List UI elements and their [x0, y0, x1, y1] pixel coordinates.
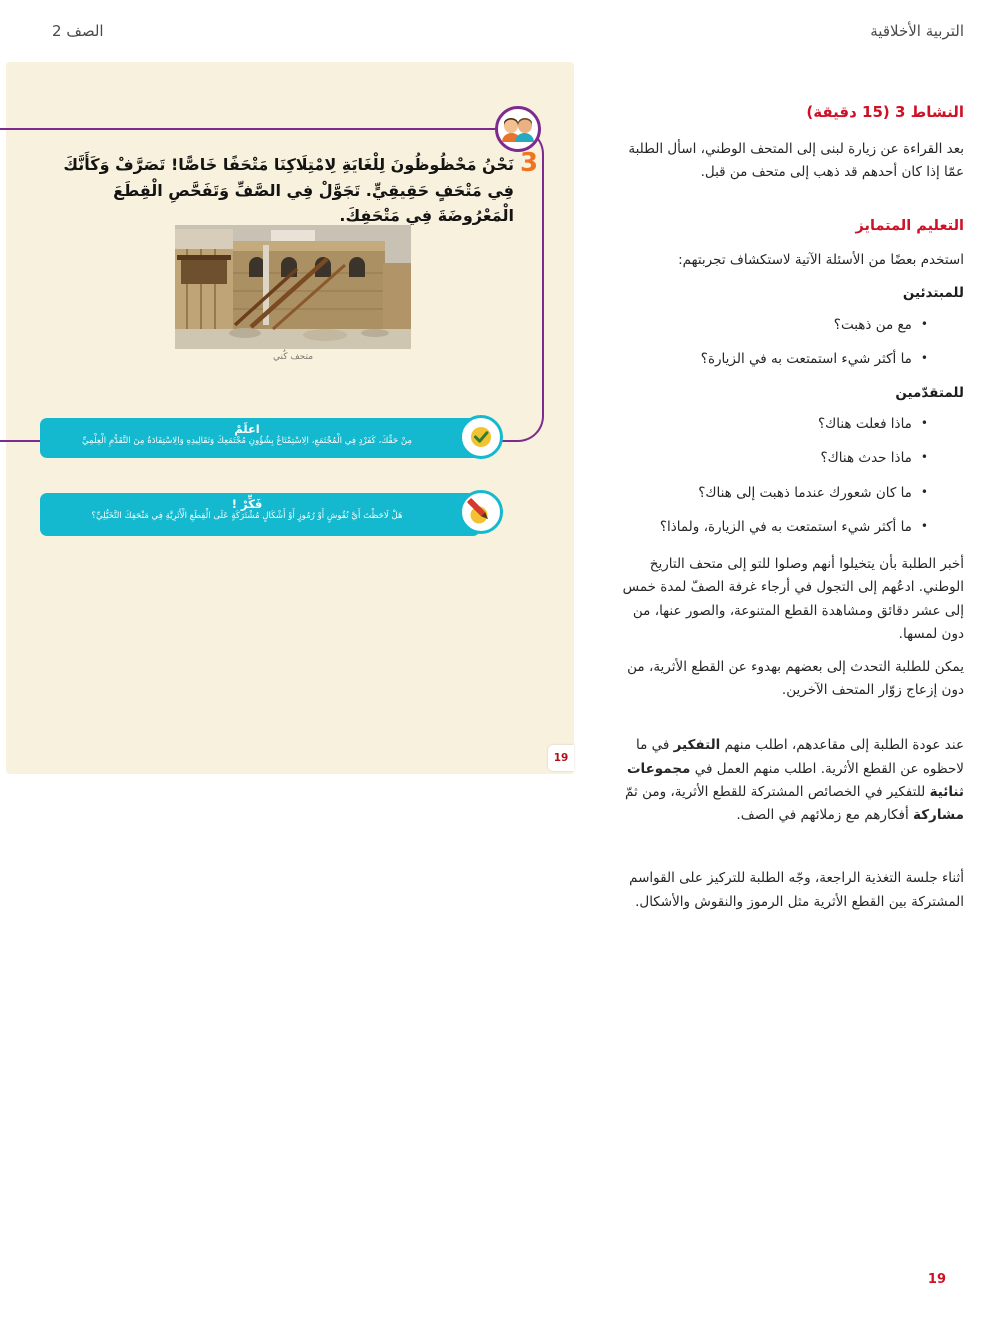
- differentiation-heading: التعليم المتمايز: [855, 218, 964, 235]
- segment: عند عودة الطلبة إلى مقاعدهم، اطلب منهم: [720, 737, 964, 754]
- advanced-label: للمتقدّمين: [895, 385, 964, 402]
- list-item: [622, 516, 964, 539]
- bullet-icon: •: [920, 416, 928, 431]
- header-subject: التربية الأخلاقية: [870, 22, 964, 40]
- advanced-question: ما كان شعورك عندما ذهبت إلى هناك؟: [698, 484, 912, 501]
- page-number: 19: [927, 1272, 946, 1287]
- list-item: [622, 447, 964, 470]
- segment: أفكارهم مع زملائهم في الصف.: [736, 807, 914, 824]
- segment: للتفكير في الخصائص المشتركة للقطع الأثرية، ومن ثمّ: [625, 783, 930, 800]
- advanced-question: ماذا فعلت هناك؟: [817, 416, 912, 433]
- list-item: [622, 482, 964, 505]
- beginner-question: مع من ذهبت؟: [833, 316, 912, 333]
- think-banner-title: فَكِّرْ !: [231, 497, 263, 511]
- children-icon: [494, 105, 542, 153]
- know-banner-title: اعلَمْ: [234, 422, 260, 436]
- bullet-icon: •: [920, 350, 928, 365]
- bullet-icon: •: [920, 518, 928, 533]
- paragraph-talk: يمكن للطلبة التحدث إلى بعضهم بهدوء عن القطع الأثرية، من دون إزعاج زوّار المتحف الآخرين.: [627, 659, 964, 699]
- beginner-question: ما أكثر شيء استمتعت به في الزيارة؟: [700, 350, 912, 367]
- museum-photo: [175, 225, 411, 349]
- bold-term-thinking: التفكير: [673, 737, 721, 754]
- check-hand-icon: [458, 414, 504, 460]
- bullet-icon: •: [920, 484, 928, 499]
- activity-number: 3: [519, 148, 539, 178]
- know-banner-text: مِنْ حَقِّكَ، كَفَرْدٍ فِي الْمُجْتَمَعِ، الِاسْتِمْتَاعُ بِشُؤُونِ مُجْتَمَعِكَ وَتَقَالِيدِهِ وَالِاسْتِفَادَةُ مِنَ التَّقَدُّمِ الْعِلْمِيِّ: [81, 436, 413, 447]
- activity-instruction: نَحْنُ مَحْظُوظُونَ لِلْغَايَةِ لِامْتِلَاكِنَا مَتْحَفًا خَاصًّا! تَصَرَّفْ وَكَأَنَّكَ فِي مَتْحَفٍ حَقِيقِيٍّ. تَجَوَّلْ فِي الصَّفِّ وَتَفَحَّصِ الْقِطَعَ الْمَعْرُوضَةَ فِي مَتْحَفِكَ.: [63, 155, 514, 226]
- segment: في ما لاحظوه عن القطع الأثرية. اطلب منهم العمل في: [635, 737, 964, 777]
- bullet-icon: •: [920, 316, 928, 331]
- list-item: [622, 413, 964, 436]
- paragraph-feedback: أثناء جلسة التغذية الراجعة، وجّه الطلبة للتركيز على القواسم المشتركة بين القطع الأثرية مثل الرموز والنقوش والأشكال.: [629, 870, 964, 910]
- think-banner: [40, 493, 480, 536]
- advanced-question: ما أكثر شيء استمتعت به في الزيارة، ولماذا؟: [659, 518, 912, 535]
- activity-heading: النشاط 3 (15 دقيقة): [806, 103, 964, 121]
- bullet-icon: •: [920, 450, 928, 465]
- photo-caption: متحف كُني: [272, 352, 314, 362]
- activity-intro: بعد القراءة عن زيارة لبنى إلى المتحف الوطني، اسأل الطلبة عمّا إذا كان أحدهم قد ذهب إلى متحف من قبل.: [628, 140, 964, 181]
- header-grade: الصف 2: [52, 22, 104, 40]
- differentiation-intro: استخدم بعضًا من الأسئلة الآتية لاستكشاف تجربتهم:: [678, 252, 964, 269]
- teacher-notes-column: [622, 100, 964, 924]
- list-item: [622, 314, 964, 337]
- beginners-label: للمبتدئين: [902, 285, 964, 302]
- bold-term-pairs: مجموعات ثنائية: [626, 760, 964, 800]
- think-banner-text: هَلْ لَاحَظْتَ أَيَّ نُقُوشٍ أَوْ رُمُوزٍ أَوْ أَشْكَالٍ مُشْتَرَكَةٍ عَلَى الْقِطَعِ الْأَثَرِيَّةِ فِي مَتْحَفِكَ التَّخَيُّلِيِّ؟: [91, 511, 403, 522]
- bold-term-share: مشاركة: [913, 807, 964, 824]
- know-banner: [40, 418, 480, 458]
- panel-page-tab: 19: [548, 745, 574, 771]
- paragraph-imagine: أخبر الطلبة بأن يتخيلوا أنهم وصلوا للتو إلى متحف التاريخ الوطني. ادعُهم إلى التجول في أرجاء غرفة الصفّ لمدة خمس إلى عشر دقائق ومشاهدة القطع المتنوعة، والصور عنها، من دون لمسها.: [622, 556, 964, 642]
- advanced-question: ماذا حدث هناك؟: [820, 450, 912, 467]
- list-item: [622, 348, 964, 371]
- pencil-hand-icon: [458, 489, 504, 535]
- paragraph-return: [622, 734, 964, 827]
